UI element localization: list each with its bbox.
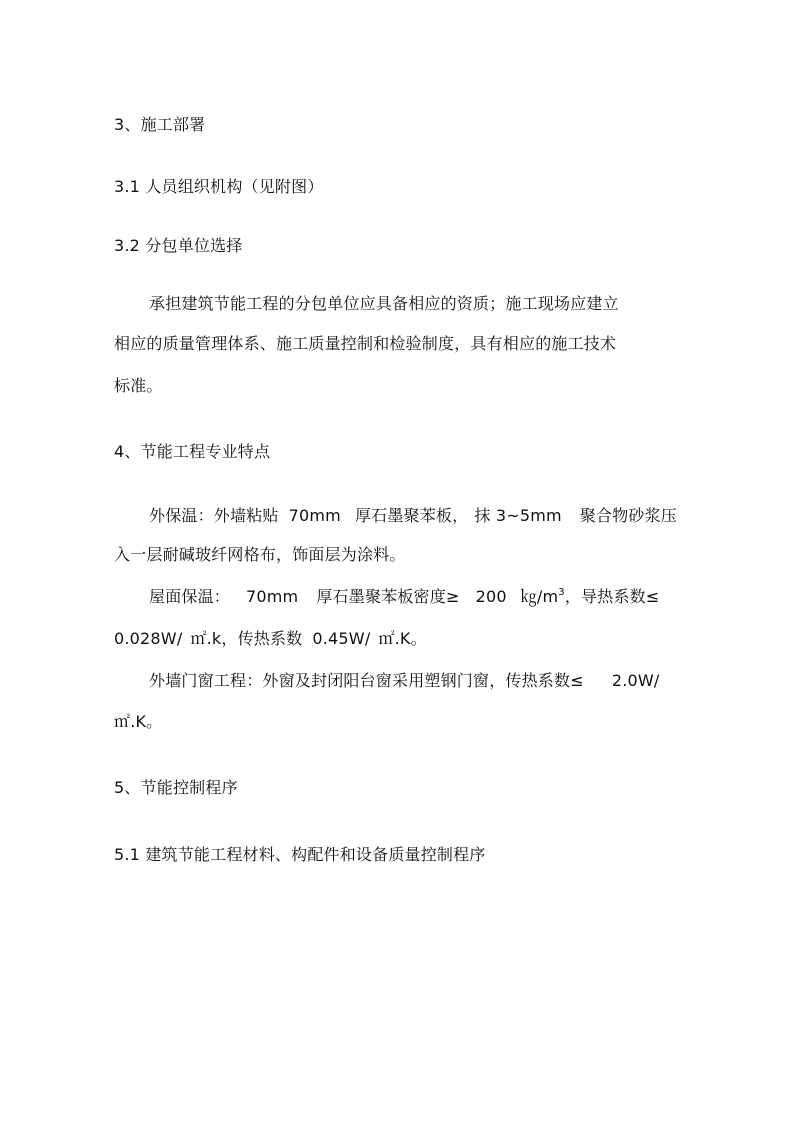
roof-insulation-line-1 bbox=[149, 587, 659, 607]
window-line-2: ㎡.K。 bbox=[114, 712, 163, 731]
roof-insulation-density-unit: ㎏/m bbox=[520, 587, 559, 606]
roof-insulation-text-a: 屋面保温： bbox=[149, 587, 231, 606]
wall-insulation-line-2: 入一层耐碱玻纤网格布，饰面层为涂料。 bbox=[114, 545, 406, 564]
roof-insulation-line-2 bbox=[114, 629, 427, 649]
wall-insulation-thickness: 70mm bbox=[288, 506, 341, 525]
window-transfer-value: 2.0W/ bbox=[611, 671, 660, 690]
roof-conductivity-value: 0.028W/ bbox=[114, 629, 183, 648]
roof-insulation-unit-exponent: 3 bbox=[558, 587, 565, 598]
roof-transfer-unit: ㎡.K。 bbox=[378, 629, 427, 648]
roof-insulation-density: 200 bbox=[475, 587, 507, 606]
section-3-1-heading: 3.1 人员组织机构（见附图） bbox=[114, 177, 324, 196]
roof-insulation-thickness: 70mm bbox=[246, 587, 299, 606]
roof-insulation-text-c: 厚石墨聚苯板密度≥ bbox=[316, 587, 460, 606]
roof-insulation-text-f: ，导热系数≤ bbox=[564, 587, 660, 606]
roof-conductivity-unit: ㎡.k，传热系数 bbox=[190, 629, 303, 648]
roof-transfer-value: 0.45W/ bbox=[312, 629, 371, 648]
section-4-heading: 4、节能工程专业特点 bbox=[114, 442, 271, 461]
wall-insulation-line-1 bbox=[149, 506, 677, 526]
section-5-1-heading: 5.1 建筑节能工程材料、构配件和设备质量控制程序 bbox=[114, 845, 486, 864]
window-line-1 bbox=[149, 671, 659, 691]
subcontractor-paragraph-line-3: 标准。 bbox=[114, 376, 163, 395]
wall-insulation-text-d: 抹 3~5mm bbox=[474, 506, 562, 525]
subcontractor-paragraph-line-1: 承担建筑节能工程的分包单位应具备相应的资质；施工现场应建立 bbox=[149, 294, 619, 313]
section-3-heading: 3、施工部署 bbox=[114, 115, 206, 134]
section-3-2-heading: 3.2 分包单位选择 bbox=[114, 236, 243, 255]
subcontractor-paragraph-line-2: 相应的质量管理体系、施工质量控制和检验制度，具有相应的施工技术 bbox=[114, 334, 617, 353]
window-text-a: 外墙门窗工程：外窗及封闭阳台窗采用塑钢门窗，传热系数≤ bbox=[149, 671, 584, 690]
section-5-heading: 5、节能控制程序 bbox=[114, 778, 238, 797]
wall-insulation-text-e: 聚合物砂浆压 bbox=[579, 506, 677, 525]
wall-insulation-text-c: 厚石墨聚苯板， bbox=[354, 506, 469, 525]
wall-insulation-text-a: 外保温：外墙粘贴 bbox=[149, 506, 279, 525]
